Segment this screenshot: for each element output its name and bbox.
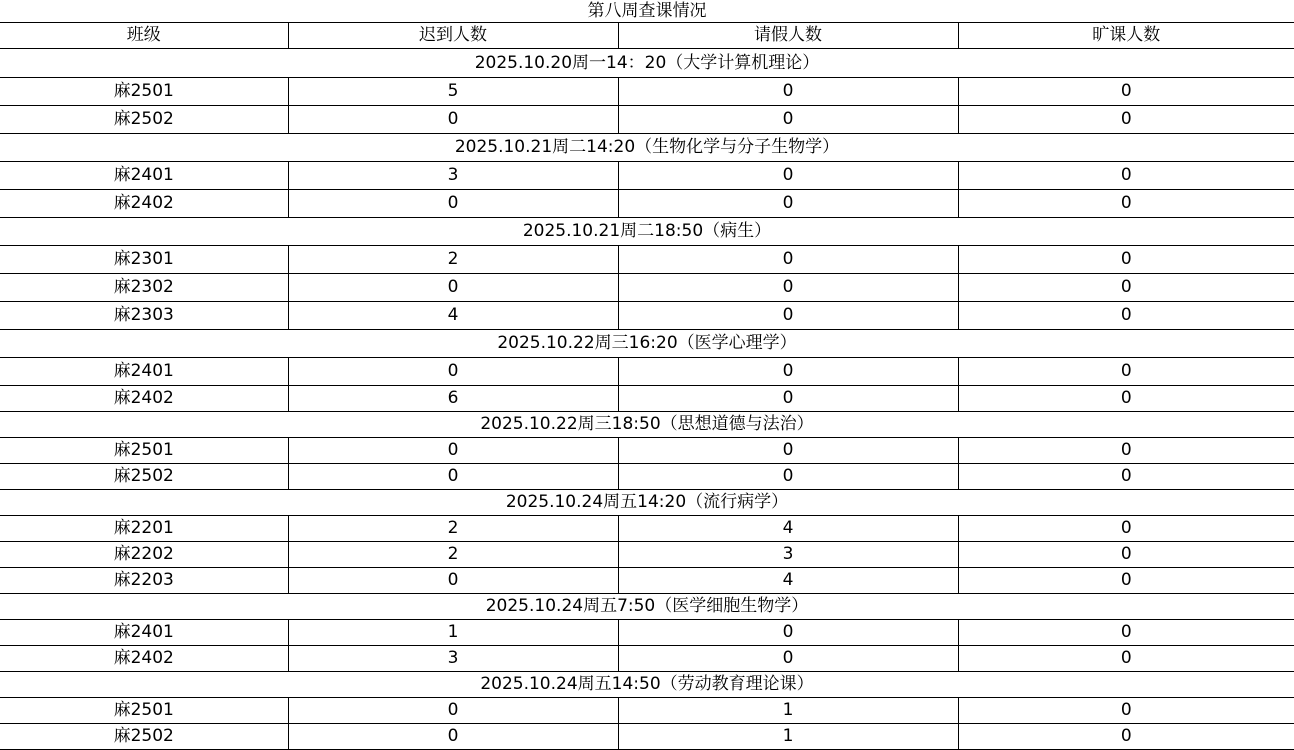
- class-cell[interactable]: 麻2501: [0, 438, 288, 464]
- late-count-cell[interactable]: 0: [288, 190, 618, 218]
- late-count-cell[interactable]: 0: [288, 568, 618, 594]
- session-row: [0, 134, 1294, 162]
- class-cell[interactable]: 麻2502: [0, 106, 288, 134]
- absent-count-cell[interactable]: 0: [958, 78, 1294, 106]
- title-row: [0, 0, 1294, 23]
- table-row: [0, 542, 1294, 568]
- table-row: [0, 646, 1294, 672]
- absent-count-cell[interactable]: 0: [958, 438, 1294, 464]
- late-count-cell[interactable]: 0: [288, 274, 618, 302]
- absent-count-cell[interactable]: 0: [958, 190, 1294, 218]
- leave-count-cell[interactable]: 0: [618, 274, 958, 302]
- leave-count-cell[interactable]: 0: [618, 646, 958, 672]
- class-cell[interactable]: 麻2401: [0, 620, 288, 646]
- class-cell[interactable]: 麻2303: [0, 302, 288, 330]
- late-count-cell[interactable]: 0: [288, 358, 618, 386]
- class-cell[interactable]: 麻2301: [0, 246, 288, 274]
- class-cell[interactable]: 麻2502: [0, 724, 288, 750]
- class-cell[interactable]: 麻2402: [0, 386, 288, 412]
- table-row: [0, 274, 1294, 302]
- header-absent[interactable]: 旷课人数: [958, 23, 1294, 49]
- late-count-cell[interactable]: 3: [288, 646, 618, 672]
- sheet-title: 第八周查课情况: [587, 0, 707, 21]
- table-row: [0, 162, 1294, 190]
- late-count-cell[interactable]: 1: [288, 620, 618, 646]
- late-count-cell[interactable]: 0: [288, 464, 618, 490]
- session-label[interactable]: 2025.10.22周三16:20（医学心理学）: [0, 330, 1294, 358]
- late-count-cell[interactable]: 2: [288, 246, 618, 274]
- late-count-cell[interactable]: 3: [288, 162, 618, 190]
- header-late[interactable]: 迟到人数: [288, 23, 618, 49]
- class-cell[interactable]: 麻2401: [0, 162, 288, 190]
- table-row: [0, 302, 1294, 330]
- absent-count-cell[interactable]: 0: [958, 646, 1294, 672]
- header-row: [0, 23, 1294, 49]
- session-label[interactable]: 2025.10.22周三18:50（思想道德与法治）: [0, 412, 1294, 438]
- absent-count-cell[interactable]: 0: [958, 568, 1294, 594]
- late-count-cell[interactable]: 4: [288, 302, 618, 330]
- leave-count-cell[interactable]: 0: [618, 620, 958, 646]
- leave-count-cell[interactable]: 1: [618, 698, 958, 724]
- leave-count-cell[interactable]: 0: [618, 78, 958, 106]
- absent-count-cell[interactable]: 0: [958, 246, 1294, 274]
- absent-count-cell[interactable]: 0: [958, 464, 1294, 490]
- table-row: [0, 620, 1294, 646]
- table-row: [0, 724, 1294, 750]
- absent-count-cell[interactable]: 0: [958, 274, 1294, 302]
- absent-count-cell[interactable]: 0: [958, 516, 1294, 542]
- late-count-cell[interactable]: 0: [288, 106, 618, 134]
- leave-count-cell[interactable]: 3: [618, 542, 958, 568]
- session-label[interactable]: 2025.10.24周五14:20（流行病学）: [0, 490, 1294, 516]
- table-row: [0, 386, 1294, 412]
- class-cell[interactable]: 麻2501: [0, 698, 288, 724]
- leave-count-cell[interactable]: 4: [618, 516, 958, 542]
- table-row: [0, 358, 1294, 386]
- absent-count-cell[interactable]: 0: [958, 302, 1294, 330]
- table-row: [0, 190, 1294, 218]
- table-row: [0, 106, 1294, 134]
- table-row: [0, 464, 1294, 490]
- class-cell[interactable]: 麻2201: [0, 516, 288, 542]
- late-count-cell[interactable]: 5: [288, 78, 618, 106]
- leave-count-cell[interactable]: 0: [618, 106, 958, 134]
- late-count-cell[interactable]: 0: [288, 438, 618, 464]
- session-label[interactable]: 2025.10.21周二14:20（生物化学与分子生物学）: [0, 134, 1294, 162]
- session-row: [0, 490, 1294, 516]
- leave-count-cell[interactable]: 0: [618, 302, 958, 330]
- absent-count-cell[interactable]: 0: [958, 386, 1294, 412]
- late-count-cell[interactable]: 6: [288, 386, 618, 412]
- absent-count-cell[interactable]: 0: [958, 620, 1294, 646]
- late-count-cell[interactable]: 0: [288, 724, 618, 750]
- session-row: [0, 672, 1294, 698]
- class-cell[interactable]: 麻2202: [0, 542, 288, 568]
- session-row: [0, 49, 1294, 78]
- table-row: [0, 246, 1294, 274]
- session-row: [0, 218, 1294, 246]
- header-leave[interactable]: 请假人数: [618, 23, 958, 49]
- leave-count-cell[interactable]: 0: [618, 162, 958, 190]
- table-row: [0, 438, 1294, 464]
- leave-count-cell[interactable]: 0: [618, 190, 958, 218]
- leave-count-cell[interactable]: 1: [618, 724, 958, 750]
- table-row: [0, 516, 1294, 542]
- absent-count-cell[interactable]: 0: [958, 162, 1294, 190]
- late-count-cell[interactable]: 0: [288, 698, 618, 724]
- absent-count-cell[interactable]: 0: [958, 358, 1294, 386]
- leave-count-cell[interactable]: 4: [618, 568, 958, 594]
- class-cell[interactable]: 麻2401: [0, 358, 288, 386]
- class-cell[interactable]: 麻2402: [0, 646, 288, 672]
- class-cell[interactable]: 麻2203: [0, 568, 288, 594]
- late-count-cell[interactable]: 2: [288, 516, 618, 542]
- absent-count-cell[interactable]: 0: [958, 106, 1294, 134]
- leave-count-cell[interactable]: 0: [618, 464, 958, 490]
- session-row: [0, 594, 1294, 620]
- leave-count-cell[interactable]: 0: [618, 386, 958, 412]
- absent-count-cell[interactable]: 0: [958, 698, 1294, 724]
- session-label[interactable]: 2025.10.21周二18:50（病生）: [0, 218, 1294, 246]
- late-count-cell[interactable]: 2: [288, 542, 618, 568]
- class-cell[interactable]: 麻2302: [0, 274, 288, 302]
- table-row: [0, 78, 1294, 106]
- table-row: [0, 568, 1294, 594]
- session-label[interactable]: 2025.10.20周一14：20（大学计算机理论）: [0, 49, 1294, 78]
- class-cell[interactable]: 麻2502: [0, 464, 288, 490]
- header-class[interactable]: 班级: [0, 23, 288, 49]
- class-cell[interactable]: 麻2402: [0, 190, 288, 218]
- leave-count-cell[interactable]: 0: [618, 358, 958, 386]
- session-row: [0, 330, 1294, 358]
- table-row: [0, 698, 1294, 724]
- leave-count-cell[interactable]: 0: [618, 246, 958, 274]
- session-label[interactable]: 2025.10.24周五14:50（劳动教育理论课）: [0, 672, 1294, 698]
- class-cell[interactable]: 麻2501: [0, 78, 288, 106]
- session-row: [0, 412, 1294, 438]
- session-label[interactable]: 2025.10.24周五7:50（医学细胞生物学）: [0, 594, 1294, 620]
- leave-count-cell[interactable]: 0: [618, 438, 958, 464]
- absent-count-cell[interactable]: 0: [958, 542, 1294, 568]
- absent-count-cell[interactable]: 0: [958, 724, 1294, 750]
